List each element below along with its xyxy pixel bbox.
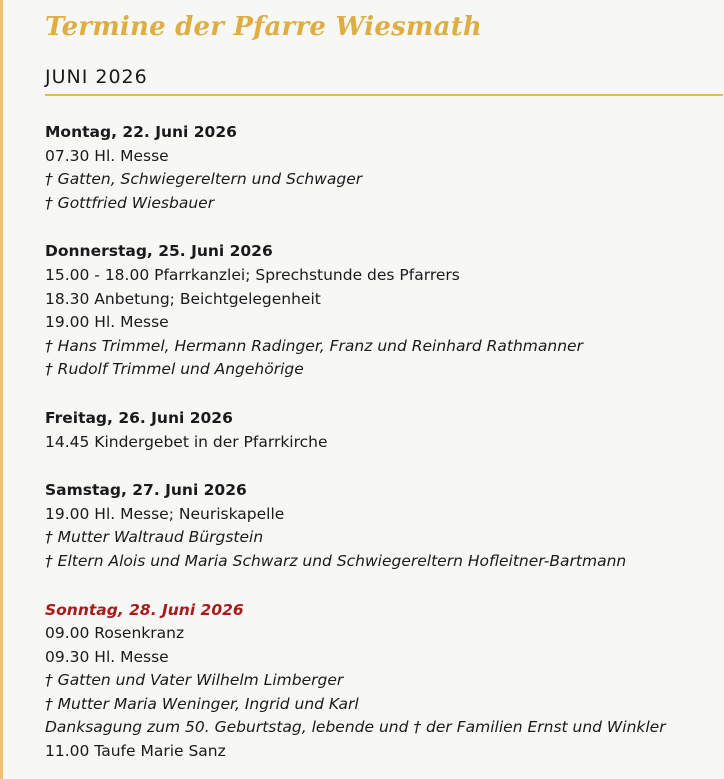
event-line: 14.45 Kindergebet in der Pfarrkirche xyxy=(45,432,328,451)
intention-line: † Gatten und Vater Wilhelm Limberger xyxy=(45,671,344,690)
day-list xyxy=(45,121,723,764)
day-entry xyxy=(45,121,723,215)
left-accent-border xyxy=(0,0,3,779)
day-entry xyxy=(45,407,723,454)
day-heading: Donnerstag, 25. Juni 2026 xyxy=(45,242,273,261)
month-heading: JUNI 2026 xyxy=(45,66,723,96)
day-entry xyxy=(45,240,723,382)
intention-line: † Hans Trimmel, Hermann Radinger, Franz und Reinhard Rathmanner xyxy=(45,336,583,355)
event-line: 19.00 Hl. Messe xyxy=(45,313,169,332)
event-line: 09.30 Hl. Messe xyxy=(45,647,169,666)
event-line: 15.00 - 18.00 Pfarrkanzlei; Sprechstunde des Pfarrers xyxy=(45,265,460,284)
intention-line: † Gottfried Wiesbauer xyxy=(45,193,215,212)
event-line: 09.00 Rosenkranz xyxy=(45,624,185,643)
day-heading: Montag, 22. Juni 2026 xyxy=(45,123,237,141)
day-entry xyxy=(45,479,723,573)
intention-line: † Eltern Alois und Maria Schwarz und Schwiegereltern Hofleitner-Bartmann xyxy=(45,551,627,570)
event-line: 11.00 Taufe Marie Sanz xyxy=(45,742,226,761)
day-entry xyxy=(45,599,723,764)
day-heading: Freitag, 26. Juni 2026 xyxy=(45,408,233,427)
intention-line: † Mutter Waltraud Bürgstein xyxy=(45,528,264,547)
page-title: Termine der Pfarre Wiesmath xyxy=(45,12,483,42)
intention-line: † Rudolf Trimmel und Angehörige xyxy=(45,360,304,379)
day-heading: Samstag, 27. Juni 2026 xyxy=(45,481,247,500)
event-line: 19.00 Hl. Messe; Neuriskapelle xyxy=(45,504,285,523)
intention-line: Danksagung zum 50. Geburtstag, lebende und † der Familien Ernst und Winkler xyxy=(45,718,666,737)
events-page xyxy=(45,0,723,764)
intention-line: † Gatten, Schwiegereltern und Schwager xyxy=(45,170,363,189)
day-heading-sunday: Sonntag, 28. Juni 2026 xyxy=(45,600,244,619)
event-line: 07.30 Hl. Messe xyxy=(45,146,169,165)
event-line: 18.30 Anbetung; Beichtgelegenheit xyxy=(45,289,321,308)
intention-line: † Mutter Maria Weninger, Ingrid und Karl xyxy=(45,694,359,713)
